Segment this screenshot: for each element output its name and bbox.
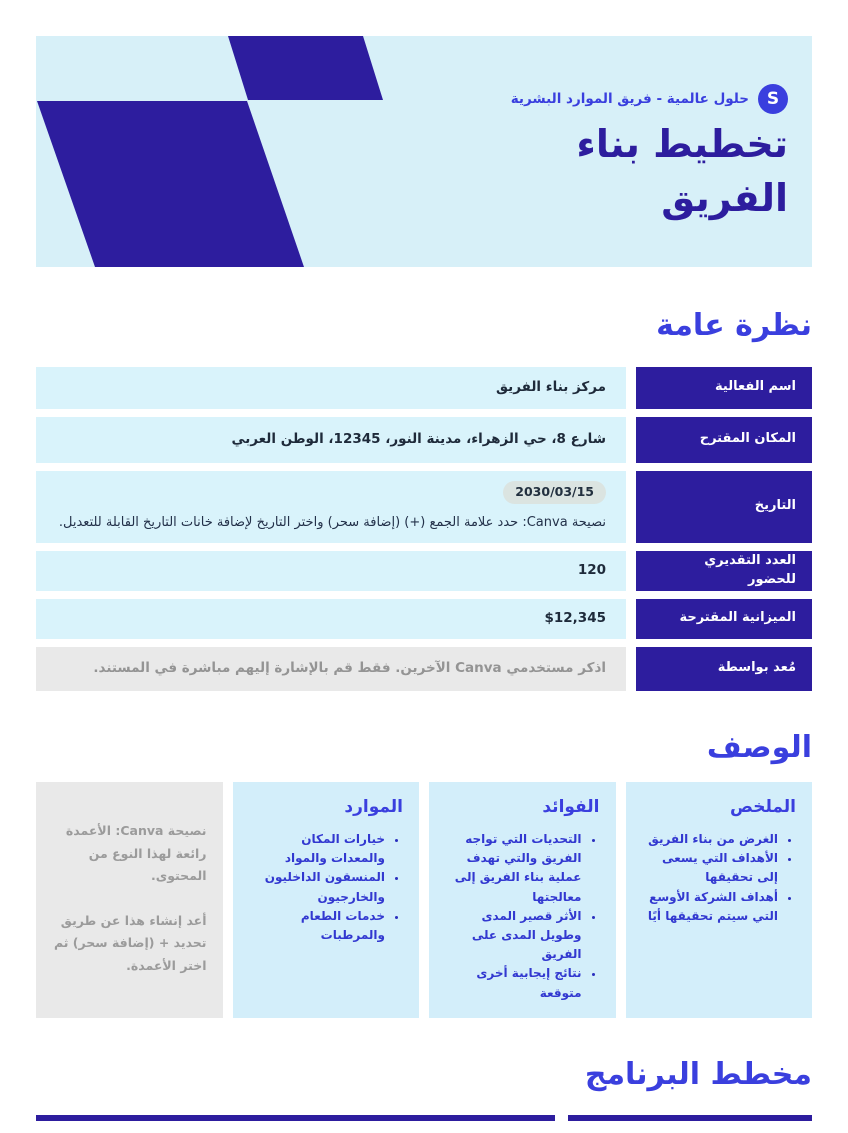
- row-label: التاريخ: [636, 471, 812, 543]
- company-logo-icon: S: [758, 84, 788, 114]
- list-item: • خدمات الطعام والمرطبات: [249, 907, 386, 945]
- row-label: العدد التقديري للحضور: [636, 551, 812, 591]
- row-value: مركز بناء الفريق: [36, 367, 626, 409]
- bullet-list: [249, 830, 404, 945]
- divider-line-right: [568, 1115, 812, 1121]
- list-item: • التحديات التي تواجه الفريق والتي تهدف عملية بناء الفريق إلى معالجتها: [445, 830, 582, 907]
- list-item: • نتائج إيجابية أخرى متوقعة: [445, 964, 582, 1002]
- column-resources: [233, 782, 420, 1018]
- brand-row: [511, 84, 788, 114]
- row-value: شارع 8، حي الزهراء، مدينة النور، 12345، الوطن العربي: [36, 417, 626, 463]
- column-title: الفوائد: [542, 797, 600, 817]
- list-item: • أهداف الشركة الأوسع التي سيتم تحقيقها أيًا: [642, 888, 779, 926]
- column-benefits: [429, 782, 616, 1018]
- table-row-date: [36, 471, 812, 543]
- list-item: • المنسقون الداخليون والخارجيون: [249, 868, 386, 906]
- table-row-prepared-by: [36, 647, 812, 691]
- table-row-attendees: [36, 551, 812, 591]
- program-divider-lines: [36, 1115, 812, 1121]
- table-row-location: [36, 417, 812, 463]
- bullet-list: [642, 830, 797, 926]
- deco-parallelogram-small: [228, 36, 383, 100]
- table-row-event-name: [36, 367, 812, 409]
- row-value: $12,345: [36, 599, 626, 639]
- hero-banner: [36, 36, 812, 267]
- program-section-heading: مخطط البرنامج: [584, 1056, 812, 1092]
- canva-tip-box: [36, 782, 223, 1018]
- list-item: • الغرض من بناء الفريق: [642, 830, 779, 849]
- deco-parallelogram-large: [37, 101, 304, 267]
- row-label: مُعد بواسطة: [636, 647, 812, 691]
- tip-paragraph: أعد إنشاء هذا عن طريق تحديد + (إضافة سحر) ثم اختر الأعمدة.: [53, 912, 207, 973]
- document-page: [0, 36, 848, 1133]
- tip-paragraph: نصيحة Canva: الأعمدة رائعة لهذا النوع من المحتوى.: [65, 823, 207, 883]
- description-columns: [36, 782, 812, 1018]
- divider-line-left: [36, 1115, 555, 1121]
- brand-name: حلول عالمية - فريق الموارد البشرية: [510, 91, 749, 107]
- bullet-list: [445, 830, 600, 1003]
- column-title: الموارد: [344, 797, 403, 817]
- table-row-budget: [36, 599, 812, 639]
- list-item: • الأهداف التي يسعى إلى تحقيقها: [642, 849, 779, 887]
- row-value: 120: [36, 551, 626, 591]
- row-label: الميزانية المقترحة: [636, 599, 812, 639]
- column-summary: [626, 782, 813, 1018]
- row-value: [36, 471, 626, 543]
- list-item: • خيارات المكان والمعدات والمواد: [249, 830, 386, 868]
- date-chip: 2030/03/15: [503, 481, 606, 504]
- document-title: تخطيط بناء الفريق: [576, 122, 788, 220]
- row-value: اذكر مستخدمي Canva الآخرين. فقط قم بالإشارة إليهم مباشرة في المستند.: [36, 647, 626, 691]
- list-item: • الأثر قصير المدى وطويل المدى على الفريق: [445, 907, 582, 965]
- description-section-heading: الوصف: [706, 729, 812, 765]
- overview-table: [36, 367, 812, 691]
- overview-section-heading: نظرة عامة: [656, 308, 812, 343]
- row-label: المكان المقترح: [636, 417, 812, 463]
- row-label: اسم الفعالية: [636, 367, 812, 409]
- column-title: الملخص: [730, 797, 796, 817]
- date-tip-text: نصيحة Canva: حدد علامة الجمع (+) (إضافة سحر) واختر التاريخ لإضافة خانات التاريخ القابلة للتعديل.: [58, 514, 606, 530]
